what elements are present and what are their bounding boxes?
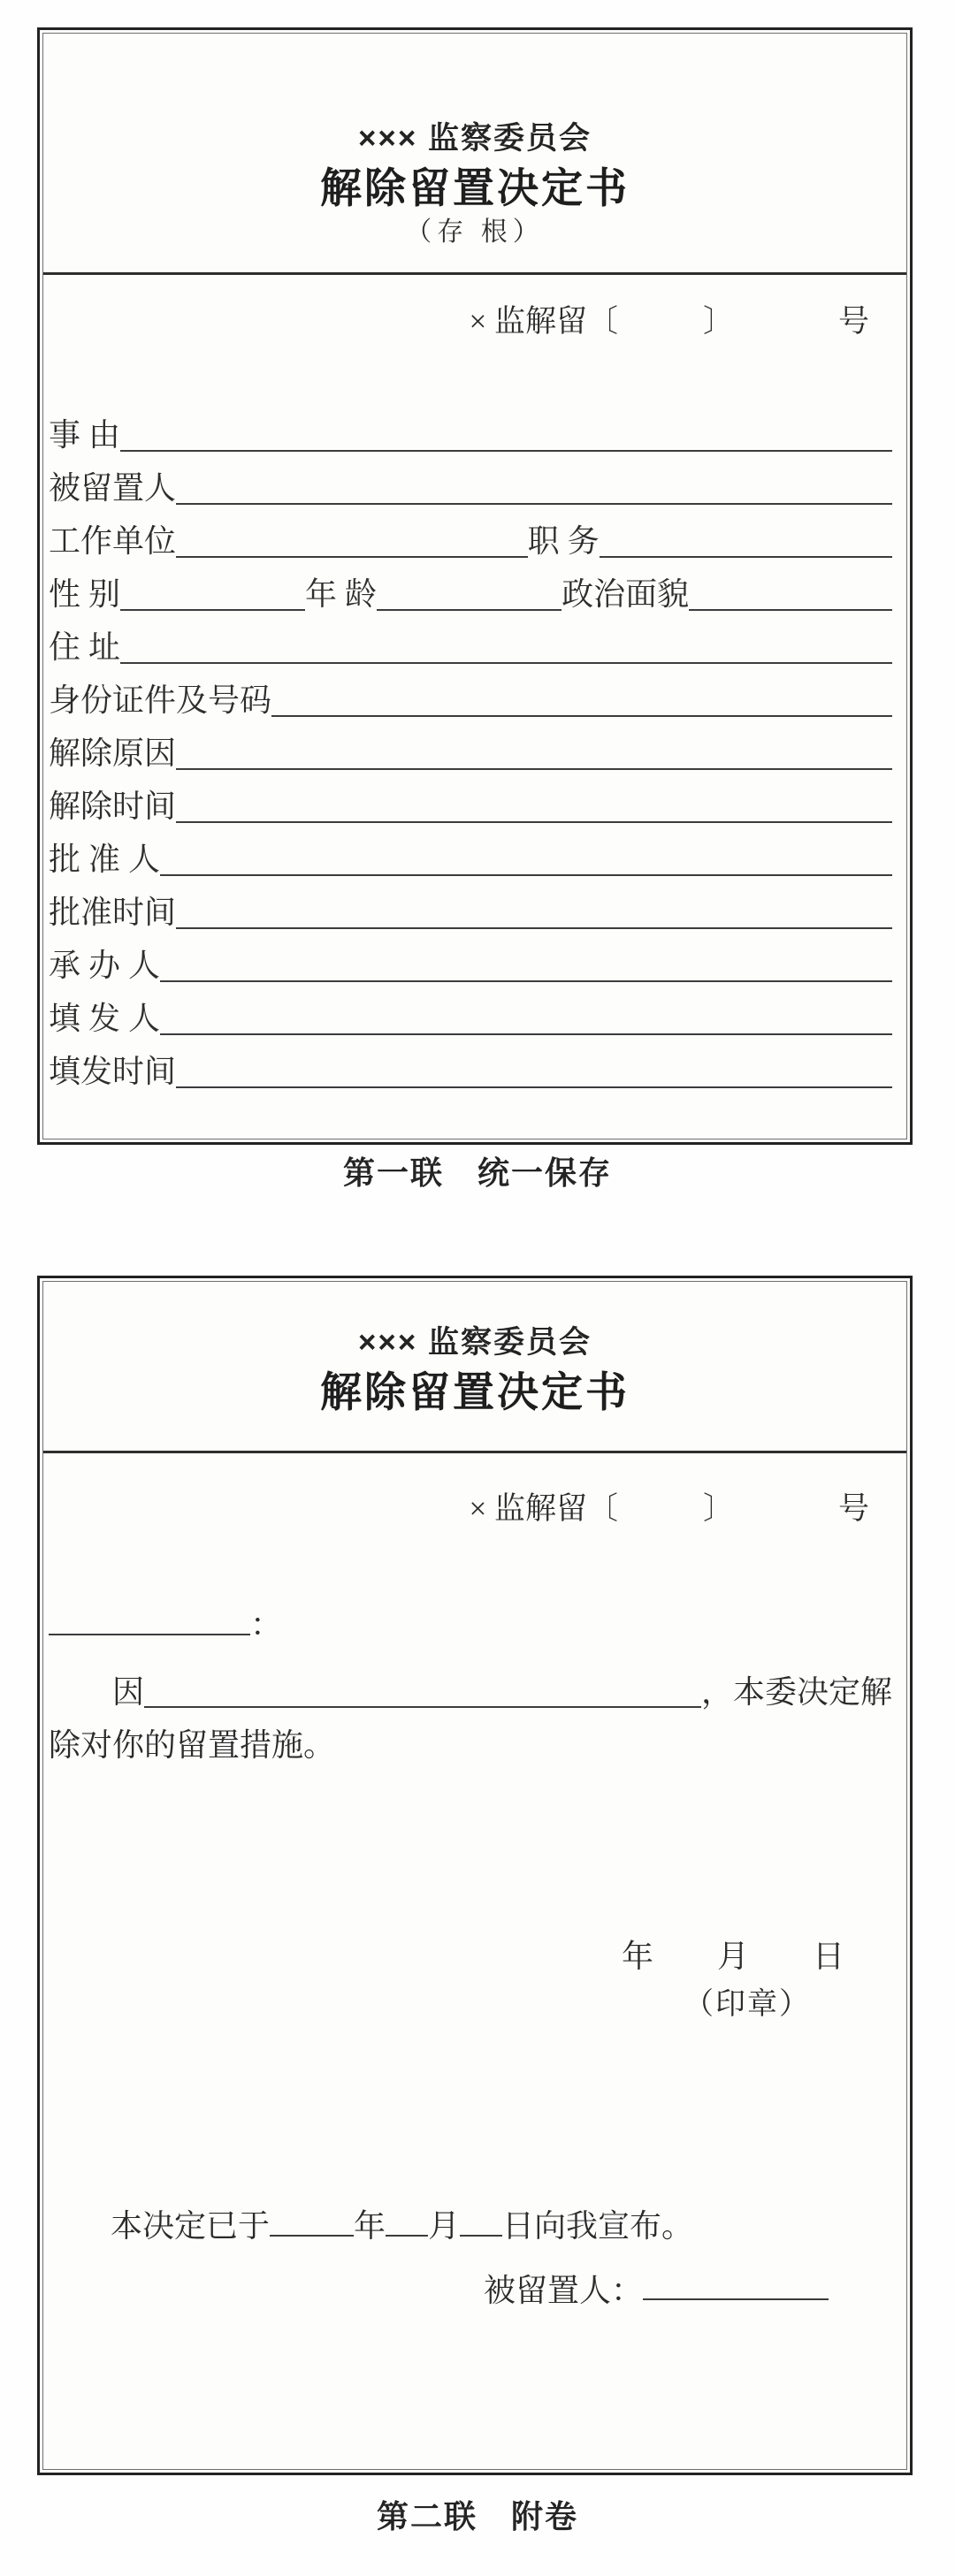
field-blank-line [176, 927, 892, 929]
field-blank-line [176, 1086, 892, 1088]
field-blank-line [176, 556, 528, 558]
field-label: 性 别 [49, 575, 121, 612]
doc-number-prefix: × 监解留〔 [469, 1491, 618, 1526]
field-blank-line [120, 450, 892, 452]
field-label: 年 龄 [305, 575, 378, 612]
form-field-row [49, 883, 892, 936]
field-label: 填 发 人 [49, 1000, 161, 1036]
copy2-footer-strip: 第二联 附卷 [376, 2499, 578, 2534]
signature-line [43, 2266, 906, 2312]
form1-inner-border [42, 33, 907, 1139]
signature-label: 被留置人： [483, 2272, 643, 2308]
form1-field-rows [43, 406, 906, 1095]
field-label: 填发时间 [49, 1053, 177, 1089]
field-blank-line [377, 609, 562, 611]
addressee-blank-line [49, 1600, 250, 1635]
announce-year-label: 年 [354, 2207, 386, 2244]
field-label: 事 由 [49, 416, 121, 453]
addressee-colon: ： [250, 1606, 283, 1642]
form-field-row [49, 830, 892, 883]
field-blank-line [120, 662, 892, 664]
doc-number-suffix: 号 [837, 304, 869, 339]
form2-separator-rule [43, 1451, 906, 1453]
field-label: 批 准 人 [49, 841, 161, 877]
form1-doc-number-line [43, 301, 906, 342]
announce-pre: 本决定已于 [111, 2207, 271, 2244]
copy1-footer-strip: 第一联 统一保存 [342, 1155, 612, 1191]
field-blank-line [176, 503, 892, 505]
form-field-row [49, 936, 892, 989]
field-label: 身份证件及号码 [49, 682, 272, 718]
announcement-line [43, 2201, 906, 2247]
form-field-row [49, 1042, 892, 1095]
form1-stub-label: （存 根） [405, 217, 545, 247]
form-field-row [49, 512, 892, 565]
field-blank-line [160, 1033, 892, 1035]
doc-number-prefix: × 监解留〔 [469, 304, 618, 339]
announce-month-blank [386, 2201, 428, 2237]
form2-doc-title: 解除留置决定书 [320, 1368, 630, 1415]
reason-prefix: 因 [112, 1673, 145, 1710]
addressee-line [43, 1600, 906, 1646]
field-blank-line [689, 609, 892, 611]
field-blank-line [176, 821, 892, 823]
field-label: 承 办 人 [49, 947, 161, 983]
form-field-row [49, 618, 892, 671]
decision-sentence-line2: 除对你的留置措施。 [49, 1726, 336, 1763]
field-label: 批准时间 [49, 894, 177, 930]
reason-suffix: ，本委决定解 [700, 1673, 892, 1710]
field-label: 住 址 [49, 629, 121, 665]
announce-year-blank [270, 2201, 354, 2237]
form-field-row [49, 671, 892, 724]
form-field-row [49, 724, 892, 777]
field-label: 政治面貌 [562, 575, 690, 612]
seal-placeholder-label: （印章） [684, 1987, 811, 2021]
announce-day-tail: 日向我宣布。 [502, 2207, 694, 2244]
decision-sentence-line1 [43, 1669, 906, 1715]
field-blank-line [160, 980, 892, 982]
form-field-row [49, 459, 892, 512]
field-label: 解除原因 [49, 735, 177, 771]
field-blank-line [176, 768, 892, 770]
form-field-row [49, 989, 892, 1042]
reason-blank-line [144, 1706, 701, 1708]
field-label: 被留置人 [49, 469, 177, 506]
field-blank-line [600, 556, 892, 558]
form1-doc-title: 解除留置决定书 [320, 164, 630, 211]
field-blank-line [120, 609, 305, 611]
field-label: 工作单位 [49, 522, 177, 559]
form1-separator-rule [43, 272, 906, 275]
form1-stub-copy [37, 27, 913, 1145]
form-field-row [49, 406, 892, 459]
announce-day-blank [460, 2201, 502, 2237]
form2-inner-border [42, 1281, 907, 2470]
field-blank-line [160, 874, 892, 876]
field-label: 职 务 [527, 522, 600, 559]
form-field-row [49, 777, 892, 830]
field-label: 解除时间 [49, 788, 177, 824]
form2-doc-number-line [43, 1489, 906, 1529]
doc-number-bracket-close: 〕 [702, 1491, 734, 1526]
doc-number-bracket-close: 〕 [702, 304, 734, 339]
date-line: 年 月 日 [621, 1938, 844, 1974]
field-blank-line [271, 715, 892, 717]
form-field-row [49, 565, 892, 618]
signature-blank-line [643, 2266, 829, 2301]
announce-month-label: 月 [428, 2207, 461, 2244]
form2-file-copy [37, 1276, 913, 2475]
doc-number-suffix: 号 [837, 1491, 869, 1526]
form1-org-title: ××× 监察委员会 [357, 121, 592, 156]
form2-org-title: ××× 监察委员会 [357, 1325, 592, 1360]
